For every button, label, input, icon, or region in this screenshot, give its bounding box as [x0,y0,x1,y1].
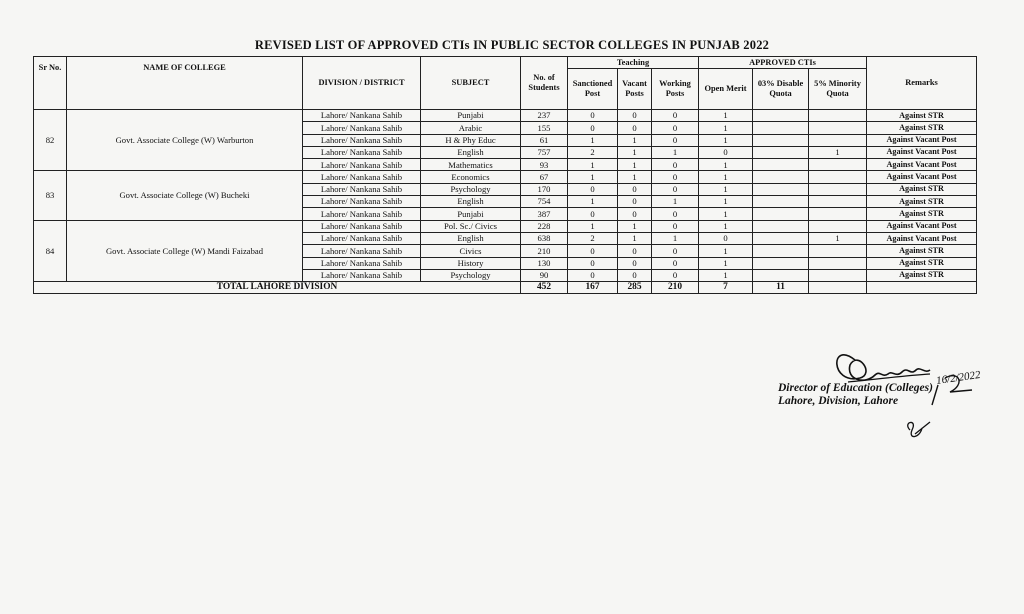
remarks-cell: Against STR [867,208,977,220]
remarks-cell: Against STR [867,245,977,257]
subject-cell: Punjabi [421,208,521,220]
disable-cell [753,159,809,171]
working-cell: 1 [652,196,699,208]
college-name-cell: Govt. Associate College (W) Mandi Faizabad [67,220,303,281]
open-merit-cell: 1 [699,245,753,257]
sanctioned-cell: 0 [568,257,618,269]
remarks-cell: Against Vacant Post [867,159,977,171]
minority-cell [809,269,867,281]
vacant-cell: 1 [618,171,652,183]
sanctioned-cell: 1 [568,159,618,171]
minority-cell: 1 [809,232,867,244]
working-cell: 0 [652,269,699,281]
vacant-cell: 0 [618,196,652,208]
total-label: TOTAL LAHORE DIVISION [34,282,521,294]
open-merit-cell: 1 [699,183,753,195]
sanctioned-cell: 2 [568,232,618,244]
remarks-cell: Against Vacant Post [867,171,977,183]
disable-cell [753,183,809,195]
minority-cell [809,159,867,171]
total-vacant: 285 [618,282,652,294]
remarks-cell: Against STR [867,183,977,195]
vacant-cell: 1 [618,232,652,244]
division-cell: Lahore/ Nankana Sahib [303,208,421,220]
division-cell: Lahore/ Nankana Sahib [303,196,421,208]
sanctioned-cell: 1 [568,220,618,232]
working-cell: 0 [652,208,699,220]
table-body [34,110,977,294]
header-disable: 03% Disable Quota [753,69,809,110]
minority-cell [809,110,867,122]
minority-cell [809,183,867,195]
division-cell: Lahore/ Nankana Sahib [303,134,421,146]
students-cell: 130 [521,257,568,269]
working-cell: 0 [652,183,699,195]
header-students: No. of Students [521,57,568,110]
college-name-cell: Govt. Associate College (W) Warburton [67,110,303,171]
minority-cell [809,134,867,146]
remarks-cell: Against Vacant Post [867,146,977,158]
subject-cell: Psychology [421,269,521,281]
division-cell: Lahore/ Nankana Sahib [303,232,421,244]
header-approved: APPROVED CTIs [699,57,867,69]
open-merit-cell: 1 [699,208,753,220]
subject-cell: Mathematics [421,159,521,171]
total-disable: 11 [753,282,809,294]
sr-no-cell: 84 [34,220,67,281]
remarks-cell: Against STR [867,122,977,134]
disable-cell [753,232,809,244]
remarks-cell: Against STR [867,269,977,281]
students-cell: 638 [521,232,568,244]
vacant-cell: 1 [618,159,652,171]
working-cell: 0 [652,122,699,134]
students-cell: 61 [521,134,568,146]
table-header [34,57,977,110]
total-open-merit: 7 [699,282,753,294]
vacant-cell: 1 [618,220,652,232]
students-cell: 155 [521,122,568,134]
total-sanctioned: 167 [568,282,618,294]
minority-cell [809,196,867,208]
working-cell: 0 [652,220,699,232]
header-sr-no: Sr No. [34,57,67,110]
disable-cell [753,110,809,122]
header-division: DIVISION / DISTRICT [303,57,421,110]
header-working: Working Posts [652,69,699,110]
students-cell: 228 [521,220,568,232]
working-cell: 0 [652,134,699,146]
sanctioned-cell: 0 [568,122,618,134]
students-cell: 67 [521,171,568,183]
open-merit-cell: 1 [699,134,753,146]
open-merit-cell: 0 [699,232,753,244]
minority-cell [809,220,867,232]
signature-text [778,382,933,408]
vacant-cell: 0 [618,208,652,220]
total-remarks [867,282,977,294]
open-merit-cell: 1 [699,122,753,134]
remarks-cell: Against STR [867,257,977,269]
open-merit-cell: 1 [699,110,753,122]
header-teaching: Teaching [568,57,699,69]
working-cell: 0 [652,110,699,122]
vacant-cell: 0 [618,245,652,257]
disable-cell [753,196,809,208]
header-open-merit: Open Merit [699,69,753,110]
signature-date: 16/2/2022 [935,368,982,388]
subject-cell: Pol. Sc./ Civics [421,220,521,232]
subject-cell: English [421,196,521,208]
division-cell: Lahore/ Nankana Sahib [303,171,421,183]
subject-cell: Economics [421,171,521,183]
sanctioned-cell: 1 [568,196,618,208]
division-cell: Lahore/ Nankana Sahib [303,257,421,269]
students-cell: 170 [521,183,568,195]
students-cell: 210 [521,245,568,257]
subject-cell: H & Phy Educ [421,134,521,146]
disable-cell [753,122,809,134]
subject-cell: English [421,232,521,244]
disable-cell [753,269,809,281]
table-row [34,171,977,183]
subject-cell: History [421,257,521,269]
subject-cell: Arabic [421,122,521,134]
subject-cell: Civics [421,245,521,257]
vacant-cell: 1 [618,146,652,158]
signature-place: Lahore, Division, Lahore [778,395,899,407]
division-cell: Lahore/ Nankana Sahib [303,245,421,257]
sanctioned-cell: 2 [568,146,618,158]
minority-cell: 1 [809,146,867,158]
vacant-cell: 0 [618,110,652,122]
sr-no-cell: 82 [34,110,67,171]
table-row [34,220,977,232]
division-cell: Lahore/ Nankana Sahib [303,146,421,158]
division-cell: Lahore/ Nankana Sahib [303,220,421,232]
vacant-cell: 1 [618,134,652,146]
header-remarks: Remarks [867,57,977,110]
open-merit-cell: 1 [699,269,753,281]
minority-cell [809,245,867,257]
subject-cell: English [421,146,521,158]
total-minority [809,282,867,294]
header-vacant: Vacant Posts [618,69,652,110]
disable-cell [753,245,809,257]
remarks-cell: Against Vacant Post [867,232,977,244]
vacant-cell: 0 [618,269,652,281]
open-merit-cell: 1 [699,159,753,171]
disable-cell [753,146,809,158]
students-cell: 754 [521,196,568,208]
students-cell: 387 [521,208,568,220]
total-row [34,282,977,294]
document-title: REVISED LIST OF APPROVED CTIs IN PUBLIC SECTOR COLLEGES IN PUNJAB 2022 [254,38,770,52]
students-cell: 757 [521,146,568,158]
sr-no-cell: 83 [34,171,67,220]
minority-cell [809,208,867,220]
signature-block [760,330,1020,460]
remarks-cell: Against STR [867,196,977,208]
sanctioned-cell: 0 [568,208,618,220]
open-merit-cell: 1 [699,196,753,208]
remarks-cell: Against Vacant Post [867,220,977,232]
minority-cell [809,171,867,183]
minority-cell [809,122,867,134]
disable-cell [753,208,809,220]
sanctioned-cell: 0 [568,110,618,122]
header-minority: 5% Minority Quota [809,69,867,110]
remarks-cell: Against Vacant Post [867,134,977,146]
disable-cell [753,171,809,183]
vacant-cell: 0 [618,257,652,269]
open-merit-cell: 1 [699,257,753,269]
table-row [34,110,977,122]
vacant-cell: 0 [618,122,652,134]
open-merit-cell: 1 [699,171,753,183]
students-cell: 237 [521,110,568,122]
disable-cell [753,134,809,146]
division-cell: Lahore/ Nankana Sahib [303,122,421,134]
working-cell: 0 [652,171,699,183]
disable-cell [753,220,809,232]
open-merit-cell: 1 [699,220,753,232]
header-sanctioned: Sanctioned Post [568,69,618,110]
signature-title: Director of Education (Colleges) [778,382,933,394]
vacant-cell: 0 [618,183,652,195]
subject-cell: Punjabi [421,110,521,122]
remarks-cell: Against STR [867,110,977,122]
minority-cell [809,257,867,269]
working-cell: 1 [652,146,699,158]
header-subject: SUBJECT [421,57,521,110]
sanctioned-cell: 0 [568,245,618,257]
working-cell: 0 [652,245,699,257]
sanctioned-cell: 0 [568,183,618,195]
students-cell: 90 [521,269,568,281]
header-college: NAME OF COLLEGE [67,57,303,110]
college-name-cell: Govt. Associate College (W) Bucheki [67,171,303,220]
division-cell: Lahore/ Nankana Sahib [303,183,421,195]
sanctioned-cell: 0 [568,269,618,281]
division-cell: Lahore/ Nankana Sahib [303,269,421,281]
sanctioned-cell: 1 [568,134,618,146]
total-working: 210 [652,282,699,294]
division-cell: Lahore/ Nankana Sahib [303,159,421,171]
cti-table [33,56,977,294]
open-merit-cell: 0 [699,146,753,158]
total-students: 452 [521,282,568,294]
subject-cell: Psychology [421,183,521,195]
working-cell: 1 [652,232,699,244]
sanctioned-cell: 1 [568,171,618,183]
working-cell: 0 [652,159,699,171]
disable-cell [753,257,809,269]
division-cell: Lahore/ Nankana Sahib [303,110,421,122]
working-cell: 0 [652,257,699,269]
students-cell: 93 [521,159,568,171]
